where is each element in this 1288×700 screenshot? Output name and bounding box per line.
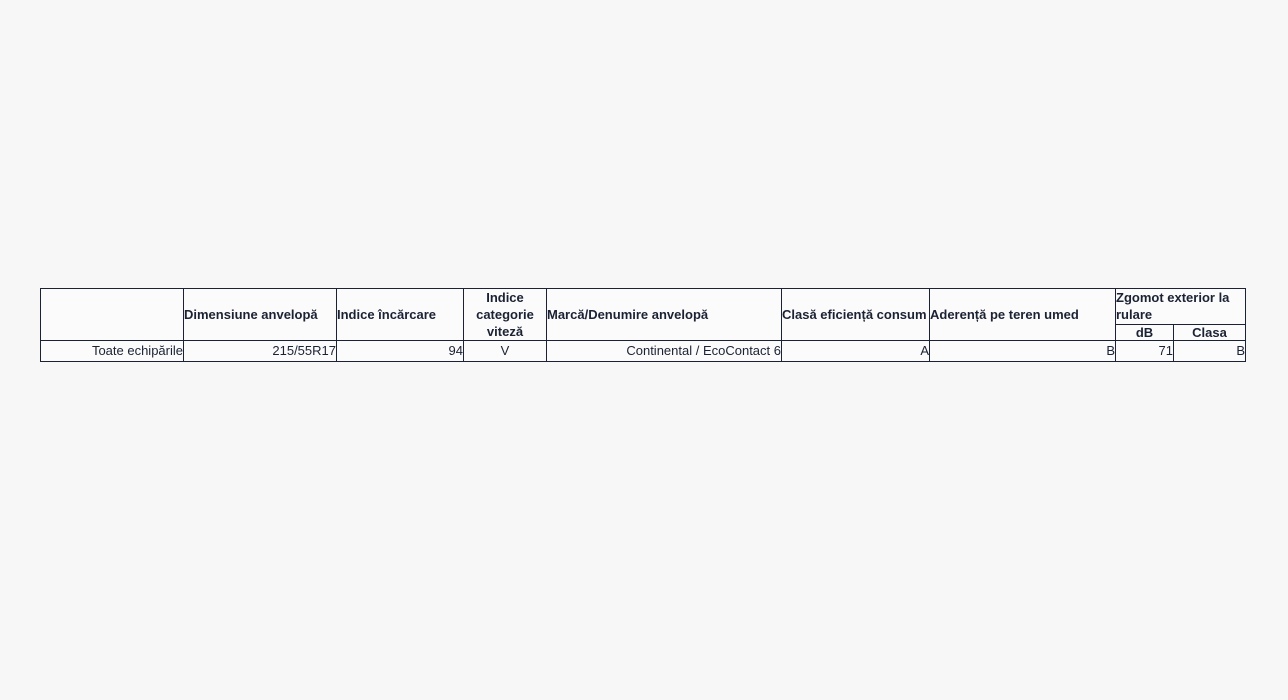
- cell-speed-index: V: [464, 341, 547, 362]
- column-header-fuel-class: Clasă eficiență consum: [782, 289, 930, 341]
- tyre-label-table: [40, 288, 1246, 362]
- table-header-row-main: [41, 289, 1246, 325]
- column-header-noise-db: dB: [1116, 324, 1174, 341]
- cell-brand: Continental / EcoContact 6: [547, 341, 782, 362]
- column-header-wet-grip: Aderență pe teren umed: [930, 289, 1116, 341]
- column-header-empty: [41, 289, 184, 341]
- column-header-brand: Marcă/Denumire anvelopă: [547, 289, 782, 341]
- cell-wet-grip: B: [930, 341, 1116, 362]
- column-header-load-index: Indice încărcare: [337, 289, 464, 341]
- cell-row-label: Toate echipările: [41, 341, 184, 362]
- tyre-label-table-container: [40, 288, 1245, 362]
- cell-fuel-class: A: [782, 341, 930, 362]
- column-header-speed-index: Indice categorie viteză: [464, 289, 547, 341]
- table-body: [41, 341, 1246, 362]
- cell-dimension: 215/55R17: [184, 341, 337, 362]
- cell-noise-class: B: [1174, 341, 1246, 362]
- column-header-noise-class: Clasa: [1174, 324, 1246, 341]
- column-header-noise-group: Zgomot exterior la rulare: [1116, 289, 1246, 325]
- table-head: [41, 289, 1246, 341]
- table-row: [41, 341, 1246, 362]
- cell-noise-db: 71: [1116, 341, 1174, 362]
- cell-load-index: 94: [337, 341, 464, 362]
- column-header-dimension: Dimensiune anvelopă: [184, 289, 337, 341]
